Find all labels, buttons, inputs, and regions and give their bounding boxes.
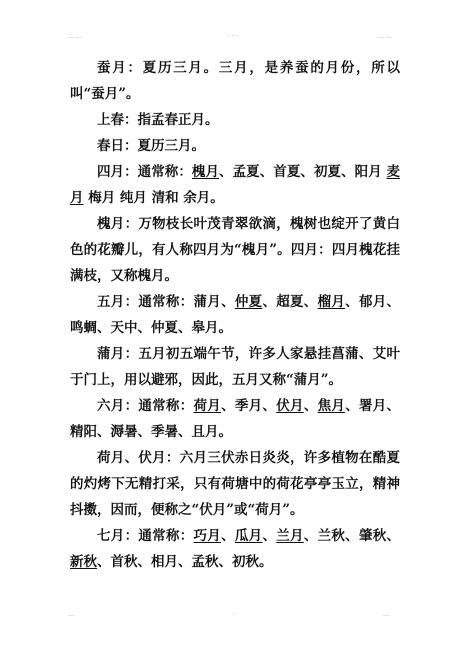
- underlined-term: 荷月: [193, 398, 222, 414]
- paragraph: [70, 107, 400, 133]
- text-run: 、: [221, 528, 235, 544]
- text-run: 、郁月、鸣蜩、天中、仲夏、皋月。: [70, 294, 401, 336]
- text-run: 槐月：万物枝长叶茂青翠欲滴，槐树也绽开了黄白色的花瓣儿，有人称四月为“槐月”。四月：四月槐花挂满枝，又称槐月。: [70, 216, 400, 284]
- paragraph: [70, 523, 400, 575]
- document-body: [70, 55, 400, 575]
- underlined-term: 麦月: [70, 164, 401, 206]
- text-run: 、首秋、相月、孟秋、初秋。: [97, 554, 273, 570]
- footer-mark-left: …: [68, 611, 74, 618]
- underlined-term: 榴月: [317, 294, 346, 310]
- page-header: [68, 34, 398, 42]
- footer-mark-right: …: [383, 611, 389, 618]
- text-run: 蚕月：夏历三月。三月，是养蚕的月份，所以叫“蚕月”。: [70, 60, 400, 102]
- header-mark-right: … …: [378, 33, 392, 40]
- paragraph: [70, 289, 400, 341]
- paragraph: [70, 211, 400, 289]
- text-run: 、季月、: [221, 398, 277, 414]
- text-run: 七月：通常称：: [97, 528, 194, 544]
- text-run: 春日：夏历三月。: [97, 138, 205, 154]
- text-run: 、孟夏、首夏、初夏、阳月: [219, 164, 387, 180]
- paragraph: [70, 445, 400, 523]
- paragraph: [70, 159, 400, 211]
- text-run: 五月：通常称：蒲月、: [97, 294, 235, 310]
- text-run: 荷月、伏月：六月三伏赤日炎炎，许多植物在酷夏的灼烤下无精打采，只有荷塘中的荷花亭亭玉立，精神抖擞，因而，便称之“伏月”或“荷月”。: [70, 450, 400, 518]
- text-run: 上春：指孟春正月。: [97, 112, 219, 128]
- text-run: 蒲月：五月初五端午节，许多人家悬挂菖蒲、艾叶于门上，用以避邪，因此，五月又称“蒲月”。: [70, 346, 400, 388]
- text-run: 、超夏、: [262, 294, 318, 310]
- header-mark-center: · · ·: [228, 33, 238, 40]
- underlined-term: 焦月: [317, 398, 346, 414]
- underlined-term: 巧月: [193, 528, 222, 544]
- underlined-term: 新秋: [70, 554, 97, 570]
- text-run: 、: [303, 398, 318, 414]
- underlined-term: 伏月: [276, 398, 304, 414]
- paragraph: [70, 341, 400, 393]
- footer-mark-center: ·: [233, 611, 235, 618]
- text-run: 梅月 纯月 清和 余月。: [83, 190, 224, 206]
- underlined-term: 瓜月: [234, 528, 263, 544]
- underlined-term: 兰月: [276, 528, 304, 544]
- text-run: 六月：通常称：: [97, 398, 194, 414]
- underlined-term: 槐月: [191, 164, 220, 180]
- paragraph: [70, 393, 400, 445]
- text-run: 、: [262, 528, 277, 544]
- paragraph: [70, 133, 400, 159]
- text-run: 、署月、精阳、溽暑、季暑、且月。: [70, 398, 401, 440]
- text-run: 、兰秋、肇秋、: [303, 528, 401, 544]
- page-footer: [68, 612, 398, 620]
- underlined-term: 仲夏: [234, 294, 263, 310]
- paragraph: [70, 55, 400, 107]
- text-run: 四月：通常称：: [97, 164, 192, 180]
- header-mark-left: … …: [68, 33, 82, 40]
